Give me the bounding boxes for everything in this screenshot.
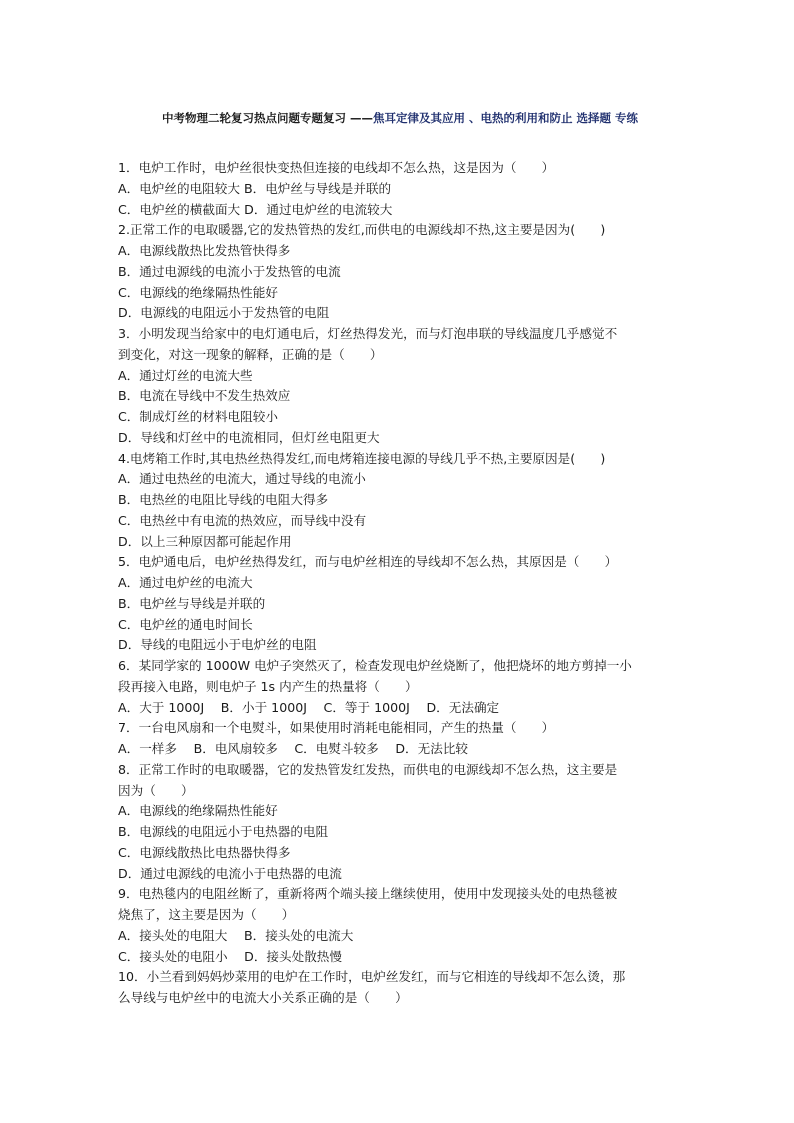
- text-line: 因为（ ）: [118, 782, 194, 798]
- text-line: 6．某同学家的 1000W 电炉子突然灭了，检查发现电炉丝烧断了，他把烧坏的地方剪掉一小: [118, 658, 632, 673]
- text-line: D．以上三种原因都可能起作用: [118, 533, 292, 549]
- text-line: 3．小明发现当给家中的电灯通电后，灯丝热得发光，而与灯泡串联的导线温度几乎感觉不: [118, 326, 618, 341]
- text-line: 2.正常工作的电取暖器,它的发热管热的发红,而供电的电源线却不热,这主要是因为( ): [118, 222, 606, 238]
- text-line: 10．小兰看到妈妈炒菜用的电炉在工作时，电炉丝发红，而与它相连的导线却不怎么烫，那: [118, 969, 626, 985]
- text-line: C．电炉丝的横截面大 D．通过电炉丝的电流较大: [118, 201, 393, 217]
- text-line: 段再接入电路，则电炉子 1s 内产生的热量将（ ）: [118, 678, 418, 694]
- text-line: D．导线和灯丝中的电流相同，但灯丝电阻更大: [118, 429, 380, 445]
- document-title: [80, 110, 720, 126]
- text-line: D．导线的电阻远小于电炉丝的电阻: [118, 637, 317, 653]
- text-line: 烧焦了，这主要是因为（ ）: [118, 907, 295, 922]
- text-line: 5．电炉通电后，电炉丝热得发红，而与电炉丝相连的导线却不怎么热，其原因是（ ）: [118, 554, 618, 570]
- text-line: A．通过电炉丝的电流大: [118, 575, 253, 590]
- text-line: 8．正常工作时的电取暖器，它的发热管发红发热，而供电的电源线却不怎么热，这主要是: [118, 761, 618, 777]
- text-line: C．电热丝中有电流的热效应，而导线中没有: [118, 512, 367, 528]
- text-line: 4.电烤箱工作时,其电热丝热得发红,而电烤箱连接电源的导线几乎不热,主要原因是( ): [118, 450, 606, 466]
- text-line: C．电炉丝的通电时间长: [118, 616, 253, 632]
- question-list: [118, 158, 686, 1009]
- text-line: B．电源线的电阻远小于电热器的电阻: [118, 824, 329, 839]
- text-line: 到变化，对这一现象的解释，正确的是（ ）: [118, 346, 383, 362]
- text-line: A．接头处的电阻大 B．接头处的电流大: [118, 927, 354, 943]
- text-line: A．通过电热丝的电流大，通过导线的电流小: [118, 471, 366, 487]
- text-line: A．电源线散热比发热管快得多: [118, 243, 291, 258]
- text-line: 7．一台电风扇和一个电熨斗，如果使用时消耗电能相同，产生的热量（ ）: [118, 720, 555, 736]
- text-line: B．通过电源线的电流小于发热管的电流: [118, 263, 341, 279]
- text-line: C．接头处的电阻小 D．接头处散热慢: [118, 948, 342, 964]
- text-line: 么导线与电炉丝中的电流大小关系正确的是（ ）: [118, 990, 408, 1005]
- text-line: A．电炉丝的电阻较大 B．电炉丝与导线是并联的: [118, 180, 392, 196]
- text-line: C．电源线散热比电热器快得多: [118, 844, 291, 860]
- text-line: B．电热丝的电阻比导线的电阻大得多: [118, 492, 329, 507]
- title-prefix: 中考物理二轮复习热点问题专题复习 ——: [161, 111, 373, 125]
- text-line: A．大于 1000J B．小于 1000J C．等于 1000J D．无法确定: [118, 699, 500, 715]
- text-line: C．电源线的绝缘隔热性能好: [118, 284, 278, 300]
- text-line: D．电源线的电阻远小于发热管的电阻: [118, 305, 330, 321]
- text-line: A．电源线的绝缘隔热性能好: [118, 803, 278, 819]
- text-line: C．制成灯丝的材料电阻较小: [118, 409, 278, 424]
- text-line: 9．电热毯内的电阻丝断了，重新将两个端头接上继续使用，使用中发现接头处的电热毯被: [118, 886, 618, 902]
- text-line: 1．电炉工作时，电炉丝很快变热但连接的电线却不怎么热，这是因为（ ）: [118, 160, 555, 175]
- title-topic: 焦耳定律及其应用 、电热的利用和防止 选择题 专练: [373, 111, 639, 125]
- text-line: A．一样多 B．电风扇较多 C．电熨斗较多 D．无法比较: [118, 741, 469, 756]
- text-line: D．通过电源线的电流小于电热器的电流: [118, 865, 342, 881]
- text-line: A．通过灯丝的电流大些: [118, 367, 253, 383]
- text-line: B．电流在导线中不发生热效应: [118, 388, 291, 404]
- text-line: B．电炉丝与导线是并联的: [118, 595, 266, 611]
